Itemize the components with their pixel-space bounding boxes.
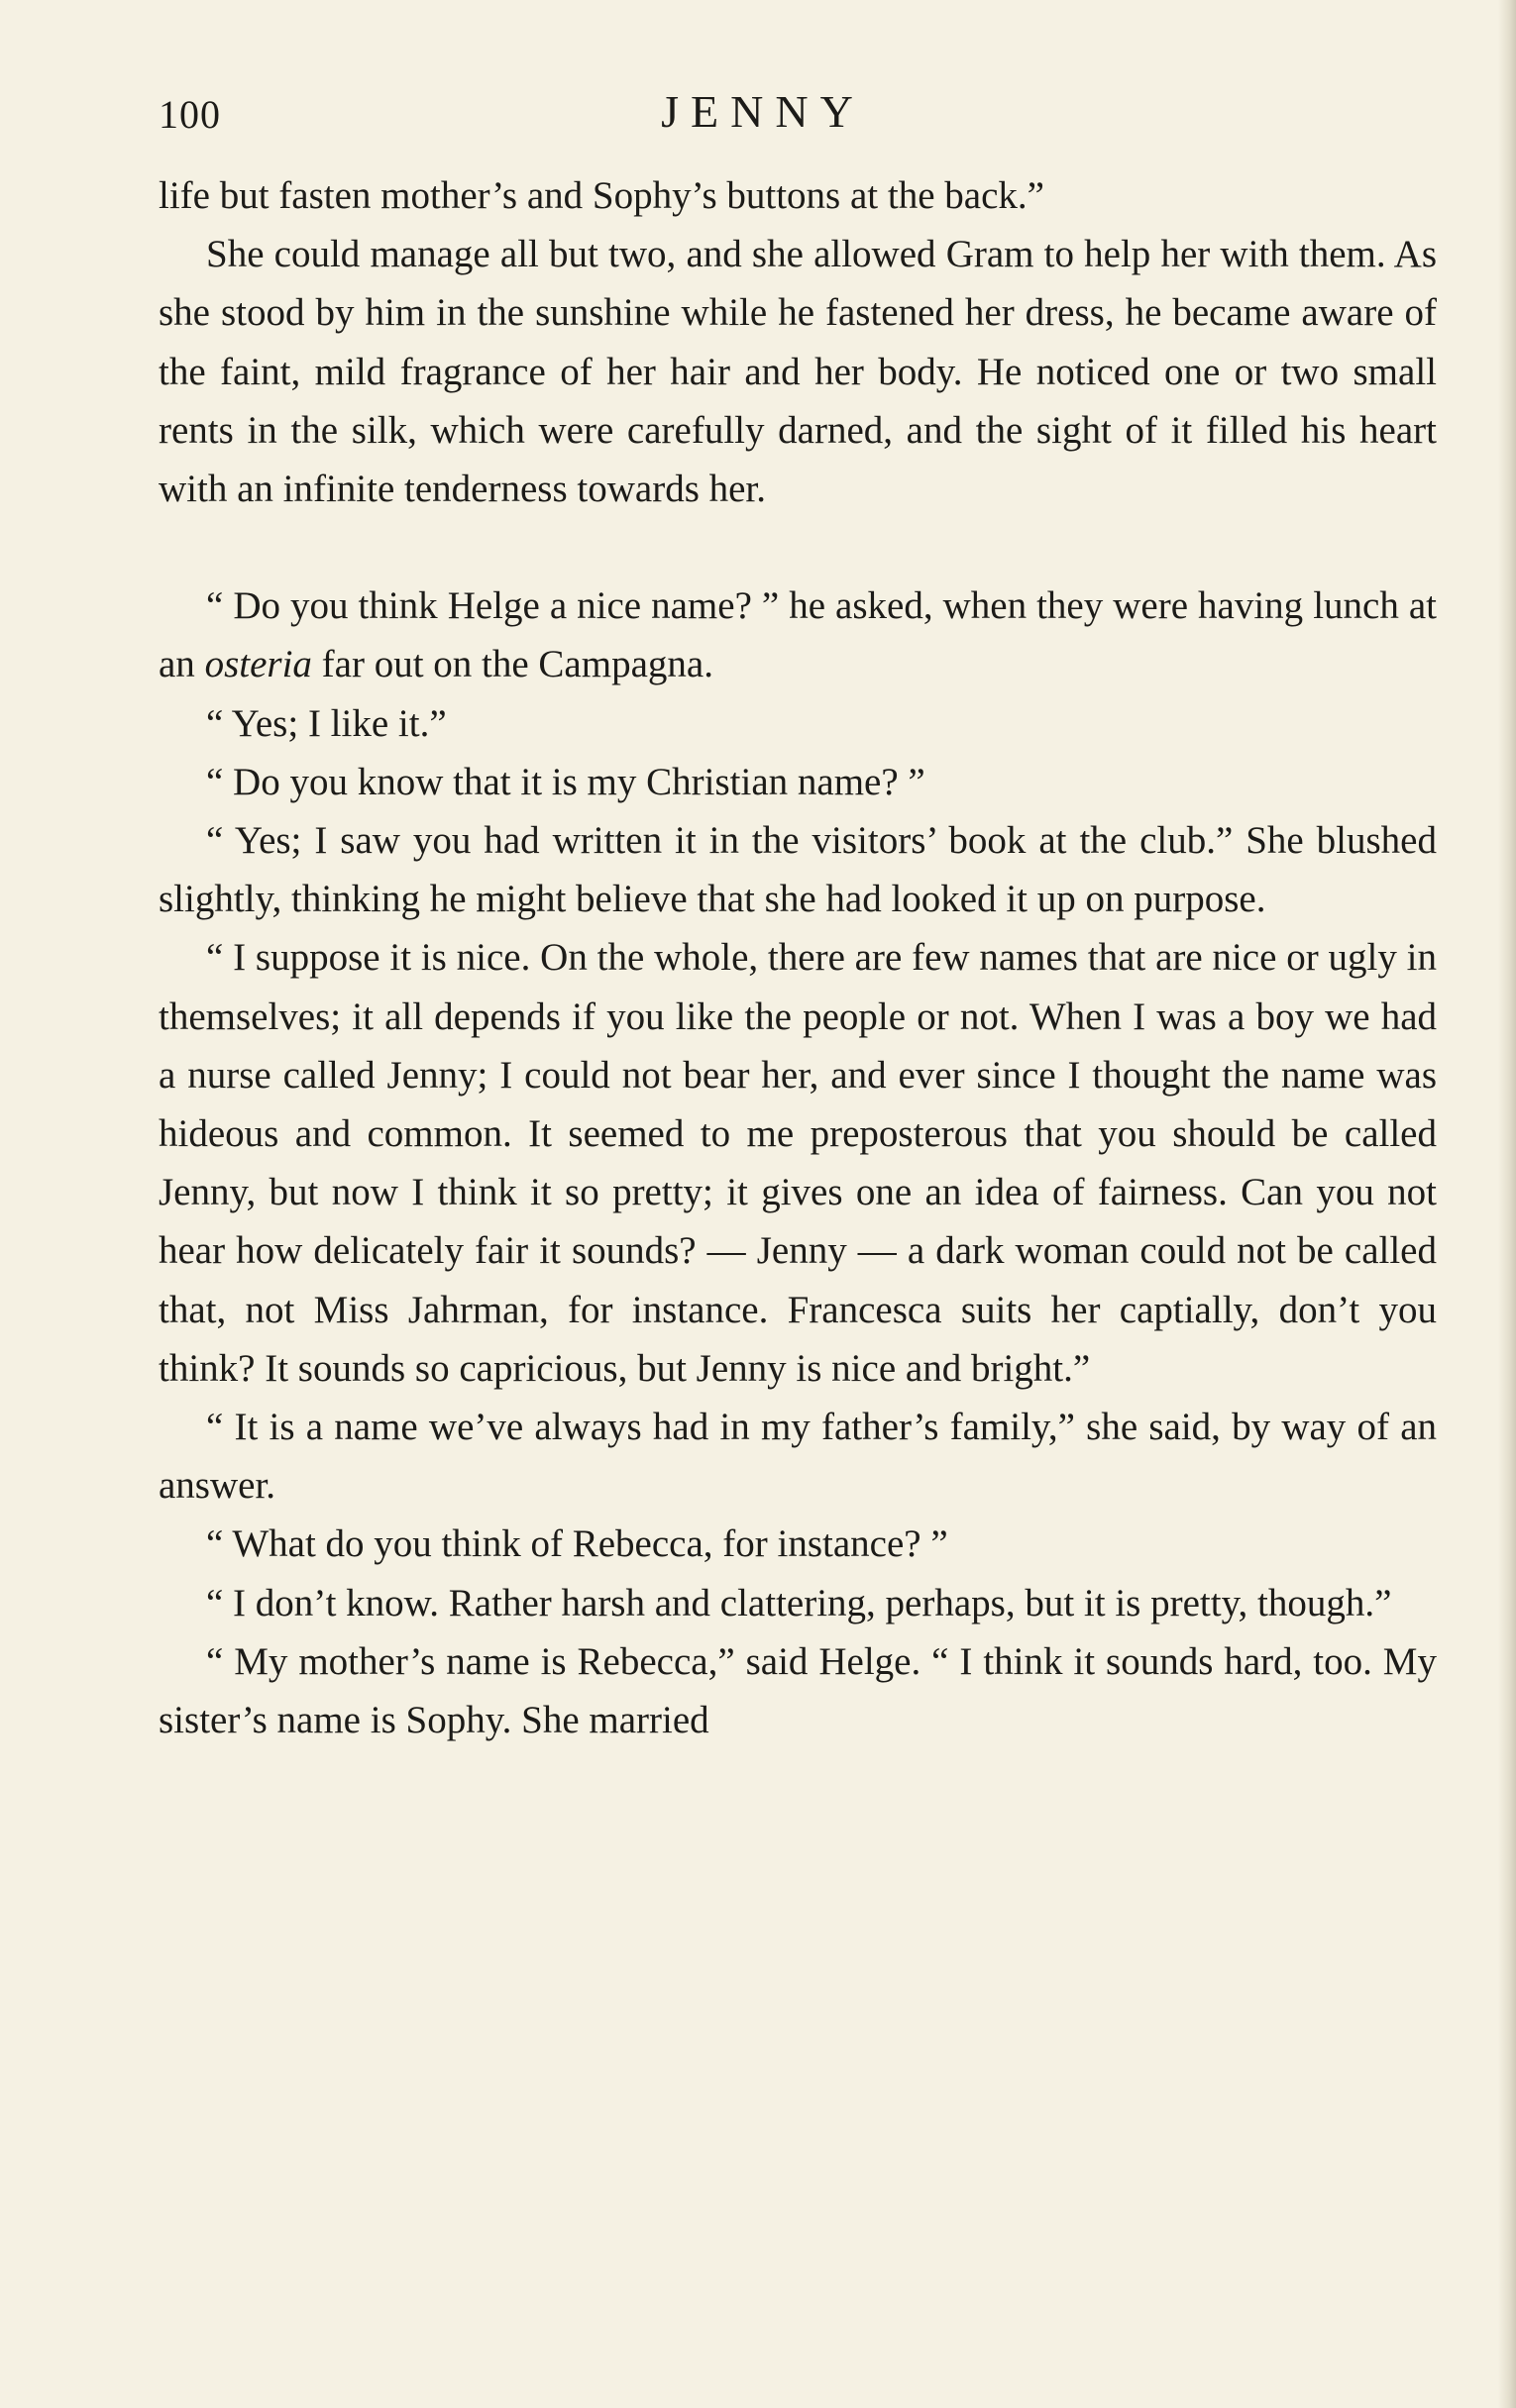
running-title: JENNY xyxy=(661,86,865,137)
page-number: 100 xyxy=(159,92,221,137)
paragraph-3-text-before: “ Do you think Helge a nice name? ” he asked, when they were having lunch at an xyxy=(159,584,1437,686)
paragraph-6: “ Yes; I saw you had written it in the visitors’ book at the club.” She blushed slightly, thinking he might believe that she had looked it up on purpose. xyxy=(159,819,1437,921)
paragraph-9: “ What do you think of Rebecca, for instance? ” xyxy=(206,1522,948,1566)
paragraph-10: “ I don’t know. Rather harsh and clattering, perhaps, but it is pretty, though.” xyxy=(206,1581,1392,1624)
paragraph-1: life but fasten mother’s and Sophy’s buttons at the back.” xyxy=(159,174,1044,217)
paragraph-3 xyxy=(159,576,1437,693)
section-break xyxy=(159,518,1437,576)
page-header xyxy=(159,86,1437,151)
paragraph-4: “ Yes; I like it.” xyxy=(206,701,447,745)
paragraph-3-italic-word: osteria xyxy=(204,643,312,686)
paragraph-2: She could manage all but two, and she allowed Gram to help her with them. As she stood by him in the sunshine while he fastened her dress, he became aware of the faint, mild fragrance of her hair and her body. He noticed one or two small rents in the silk, which were carefully darned, and the sight of it filled his heart with an infinite tenderness towards her. xyxy=(159,233,1437,511)
paragraph-7: “ I suppose it is nice. On the whole, there are few names that are nice or ugly in themselves; it all depends if you like the people or not. When I was a boy we had a nurse called Jenny; I could not bear her, and ever since I thought the name was hideous and common. It seemed to me preposterous that you should be called Jenny, but now I think it so pretty; it gives one an idea of fairness. Can you not hear how delicately fair it sounds? — Jenny — a dark woman could not be called that, not Miss Jahrman, for instance. Francesca suits her captially, don’t you think? It sounds so capricious, but Jenny is nice and bright.” xyxy=(159,936,1437,1390)
paragraph-3-text-after: far out on the Campagna. xyxy=(311,643,713,686)
body-text xyxy=(159,166,1437,1749)
paragraph-11: “ My mother’s name is Rebecca,” said Helge. “ I think it sounds hard, too. My sister’s name is Sophy. She married xyxy=(159,1639,1437,1742)
paragraph-5: “ Do you know that it is my Christian name? ” xyxy=(206,760,925,803)
page-edge-shadow xyxy=(1498,0,1516,2408)
paragraph-8: “ It is a name we’ve always had in my father’s family,” she said, by way of an answer. xyxy=(159,1406,1437,1508)
